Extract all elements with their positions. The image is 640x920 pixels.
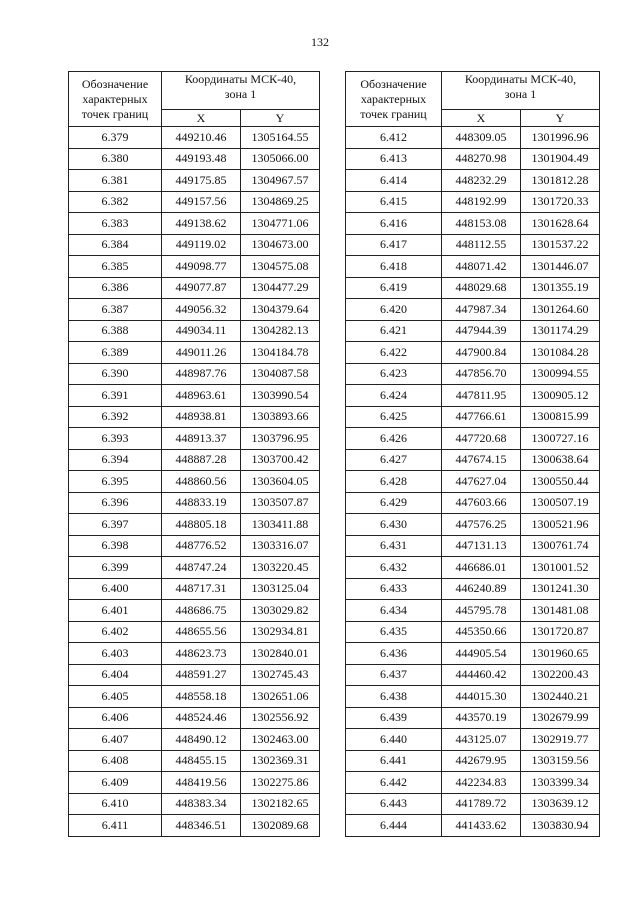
- y-coordinate-cell: 1304771.06: [241, 213, 320, 235]
- coordinates-header-line: Координаты МСК-40,: [464, 72, 577, 86]
- table-row: [69, 148, 320, 170]
- point-name-header-line: характерных: [82, 91, 148, 106]
- coordinates-header: [162, 72, 320, 110]
- point-name-cell: 6.420: [346, 299, 442, 321]
- table-row: [69, 256, 320, 278]
- table-row: [69, 750, 320, 772]
- point-name-header-line: характерных: [360, 91, 427, 106]
- x-coordinate-cell: 448655.56: [162, 621, 241, 643]
- table-row: [346, 277, 600, 299]
- point-name-cell: 6.401: [69, 600, 162, 622]
- x-coordinate-cell: 442679.95: [442, 750, 521, 772]
- table-row: [69, 234, 320, 256]
- table-row: [346, 535, 600, 557]
- point-name-cell: 6.440: [346, 729, 442, 751]
- y-coordinate-cell: 1301812.28: [521, 170, 600, 192]
- y-coordinate-cell: 1305164.55: [241, 127, 320, 149]
- table-row: [346, 492, 600, 514]
- point-name-cell: 6.438: [346, 686, 442, 708]
- table-row: [346, 170, 600, 192]
- point-name-cell: 6.444: [346, 815, 442, 837]
- point-name-cell: 6.415: [346, 191, 442, 213]
- x-coordinate-cell: 448270.98: [442, 148, 521, 170]
- y-header: Y: [241, 110, 320, 127]
- point-name-cell: 6.426: [346, 428, 442, 450]
- y-coordinate-cell: 1300761.74: [521, 535, 600, 557]
- x-coordinate-cell: 445350.66: [442, 621, 521, 643]
- y-coordinate-cell: 1302840.01: [241, 643, 320, 665]
- table-row: [69, 213, 320, 235]
- point-name-cell: 6.383: [69, 213, 162, 235]
- x-coordinate-cell: 446240.89: [442, 578, 521, 600]
- table-row: [69, 707, 320, 729]
- table-row: [346, 299, 600, 321]
- table-row: [69, 170, 320, 192]
- y-coordinate-cell: 1304282.13: [241, 320, 320, 342]
- point-name-header-line: Обозначение: [81, 76, 149, 91]
- point-name-cell: 6.430: [346, 514, 442, 536]
- y-coordinate-cell: 1300905.12: [521, 385, 600, 407]
- table-row: [69, 127, 320, 149]
- table-row: [346, 406, 600, 428]
- y-coordinate-cell: 1305066.00: [241, 148, 320, 170]
- x-coordinate-cell: 448524.46: [162, 707, 241, 729]
- point-name-cell: 6.381: [69, 170, 162, 192]
- x-coordinate-cell: 448717.31: [162, 578, 241, 600]
- x-coordinate-cell: 449056.32: [162, 299, 241, 321]
- point-name-cell: 6.441: [346, 750, 442, 772]
- point-name-cell: 6.431: [346, 535, 442, 557]
- y-coordinate-cell: 1304869.25: [241, 191, 320, 213]
- x-coordinate-cell: 448833.19: [162, 492, 241, 514]
- x-coordinate-cell: 448419.56: [162, 772, 241, 794]
- point-name-cell: 6.405: [69, 686, 162, 708]
- point-name-cell: 6.379: [69, 127, 162, 149]
- y-coordinate-cell: 1300994.55: [521, 363, 600, 385]
- x-coordinate-cell: 449138.62: [162, 213, 241, 235]
- x-coordinate-cell: 441789.72: [442, 793, 521, 815]
- x-coordinate-cell: 447603.66: [442, 492, 521, 514]
- point-name-cell: 6.433: [346, 578, 442, 600]
- point-name-cell: 6.409: [69, 772, 162, 794]
- y-coordinate-cell: 1301446.07: [521, 256, 600, 278]
- table-row: [346, 213, 600, 235]
- y-coordinate-cell: 1303639.12: [521, 793, 600, 815]
- y-coordinate-cell: 1302369.31: [241, 750, 320, 772]
- table-row: [69, 449, 320, 471]
- point-name-cell: 6.429: [346, 492, 442, 514]
- point-name-cell: 6.393: [69, 428, 162, 450]
- y-coordinate-cell: 1301001.52: [521, 557, 600, 579]
- table-row: [346, 385, 600, 407]
- y-coordinate-cell: 1301720.33: [521, 191, 600, 213]
- point-name-cell: 6.404: [69, 664, 162, 686]
- table-row: [346, 363, 600, 385]
- y-coordinate-cell: 1301174.29: [521, 320, 600, 342]
- point-name-cell: 6.437: [346, 664, 442, 686]
- table-row: [69, 557, 320, 579]
- y-coordinate-cell: 1301241.30: [521, 578, 600, 600]
- x-coordinate-cell: 449077.87: [162, 277, 241, 299]
- x-coordinate-cell: 447674.15: [442, 449, 521, 471]
- point-name-cell: 6.380: [69, 148, 162, 170]
- table-row: [346, 686, 600, 708]
- x-coordinate-cell: 448913.37: [162, 428, 241, 450]
- table-row: [346, 191, 600, 213]
- point-name-cell: 6.418: [346, 256, 442, 278]
- y-coordinate-cell: 1304967.57: [241, 170, 320, 192]
- point-name-cell: 6.408: [69, 750, 162, 772]
- point-name-cell: 6.436: [346, 643, 442, 665]
- x-coordinate-cell: 447766.61: [442, 406, 521, 428]
- x-coordinate-cell: 449157.56: [162, 191, 241, 213]
- table-row: [69, 600, 320, 622]
- point-name-cell: 6.392: [69, 406, 162, 428]
- table-row: [69, 772, 320, 794]
- table-row: [69, 578, 320, 600]
- y-coordinate-cell: 1303893.66: [241, 406, 320, 428]
- point-name-header-line: Обозначение: [360, 76, 427, 91]
- x-coordinate-cell: 443125.07: [442, 729, 521, 751]
- table-row: [346, 600, 600, 622]
- x-coordinate-cell: 448887.28: [162, 449, 241, 471]
- x-coordinate-cell: 448309.05: [442, 127, 521, 149]
- x-coordinate-cell: 444460.42: [442, 664, 521, 686]
- point-name-cell: 6.388: [69, 320, 162, 342]
- x-coordinate-cell: 448455.15: [162, 750, 241, 772]
- x-coordinate-cell: 448029.68: [442, 277, 521, 299]
- x-coordinate-cell: 448963.61: [162, 385, 241, 407]
- point-name-cell: 6.410: [69, 793, 162, 815]
- y-coordinate-cell: 1304184.78: [241, 342, 320, 364]
- y-coordinate-cell: 1303125.04: [241, 578, 320, 600]
- table-row: [346, 643, 600, 665]
- x-coordinate-cell: 448490.12: [162, 729, 241, 751]
- point-name-cell: 6.403: [69, 643, 162, 665]
- table-row: [346, 729, 600, 751]
- point-name-cell: 6.395: [69, 471, 162, 493]
- y-coordinate-cell: 1301628.64: [521, 213, 600, 235]
- point-name-cell: 6.434: [346, 600, 442, 622]
- table-row: [346, 342, 600, 364]
- y-coordinate-cell: 1303220.45: [241, 557, 320, 579]
- y-coordinate-cell: 1301720.87: [521, 621, 600, 643]
- x-coordinate-cell: 447811.95: [442, 385, 521, 407]
- y-coordinate-cell: 1300727.16: [521, 428, 600, 450]
- table-row: [69, 471, 320, 493]
- table-row: [69, 342, 320, 364]
- point-name-cell: 6.396: [69, 492, 162, 514]
- point-name-cell: 6.397: [69, 514, 162, 536]
- x-coordinate-cell: 447987.34: [442, 299, 521, 321]
- x-coordinate-cell: 444015.30: [442, 686, 521, 708]
- y-coordinate-cell: 1302275.86: [241, 772, 320, 794]
- table-row: [346, 428, 600, 450]
- point-name-cell: 6.424: [346, 385, 442, 407]
- x-coordinate-cell: 448192.99: [442, 191, 521, 213]
- y-coordinate-cell: 1303604.05: [241, 471, 320, 493]
- y-coordinate-cell: 1300507.19: [521, 492, 600, 514]
- y-coordinate-cell: 1303507.87: [241, 492, 320, 514]
- x-coordinate-cell: 447944.39: [442, 320, 521, 342]
- point-name-cell: 6.390: [69, 363, 162, 385]
- table-row: [69, 514, 320, 536]
- y-coordinate-cell: 1301355.19: [521, 277, 600, 299]
- y-coordinate-cell: 1302556.92: [241, 707, 320, 729]
- y-coordinate-cell: 1304575.08: [241, 256, 320, 278]
- x-coordinate-cell: 448558.18: [162, 686, 241, 708]
- y-coordinate-cell: 1302200.43: [521, 664, 600, 686]
- x-coordinate-cell: 448591.27: [162, 664, 241, 686]
- table-row: [69, 686, 320, 708]
- point-name-cell: 6.423: [346, 363, 442, 385]
- point-name-cell: 6.400: [69, 578, 162, 600]
- point-name-cell: 6.385: [69, 256, 162, 278]
- x-coordinate-cell: 447131.13: [442, 535, 521, 557]
- y-coordinate-cell: 1301264.60: [521, 299, 600, 321]
- y-coordinate-cell: 1302919.77: [521, 729, 600, 751]
- x-coordinate-cell: 448987.76: [162, 363, 241, 385]
- table-row: [346, 707, 600, 729]
- table-body: [346, 127, 600, 837]
- coordinates-table-left: [68, 71, 320, 837]
- y-coordinate-cell: 1303700.42: [241, 449, 320, 471]
- y-coordinate-cell: 1300550.44: [521, 471, 600, 493]
- x-coordinate-cell: 448805.18: [162, 514, 241, 536]
- point-name-cell: 6.399: [69, 557, 162, 579]
- y-coordinate-cell: 1301904.49: [521, 148, 600, 170]
- y-coordinate-cell: 1304477.29: [241, 277, 320, 299]
- point-name-cell: 6.439: [346, 707, 442, 729]
- coordinates-header-line: зона 1: [504, 87, 537, 101]
- x-coordinate-cell: 449175.85: [162, 170, 241, 192]
- point-name-cell: 6.398: [69, 535, 162, 557]
- y-coordinate-cell: 1302463.00: [241, 729, 320, 751]
- point-name-cell: 6.382: [69, 191, 162, 213]
- x-header: X: [442, 110, 521, 127]
- y-coordinate-cell: 1300815.99: [521, 406, 600, 428]
- point-name-cell: 6.394: [69, 449, 162, 471]
- point-name-cell: 6.414: [346, 170, 442, 192]
- x-coordinate-cell: 448747.24: [162, 557, 241, 579]
- x-coordinate-cell: 444905.54: [442, 643, 521, 665]
- y-coordinate-cell: 1303830.94: [521, 815, 600, 837]
- point-name-cell: 6.416: [346, 213, 442, 235]
- x-coordinate-cell: 447627.04: [442, 471, 521, 493]
- point-name-cell: 6.442: [346, 772, 442, 794]
- point-name-cell: 6.412: [346, 127, 442, 149]
- x-coordinate-cell: 449210.46: [162, 127, 241, 149]
- table-row: [69, 492, 320, 514]
- y-coordinate-cell: 1302182.65: [241, 793, 320, 815]
- point-name-cell: 6.402: [69, 621, 162, 643]
- x-coordinate-cell: 448776.52: [162, 535, 241, 557]
- y-coordinate-cell: 1301960.65: [521, 643, 600, 665]
- point-name-cell: 6.417: [346, 234, 442, 256]
- x-coordinate-cell: 447576.25: [442, 514, 521, 536]
- table-row: [69, 320, 320, 342]
- y-coordinate-cell: 1302440.21: [521, 686, 600, 708]
- y-coordinate-cell: 1301537.22: [521, 234, 600, 256]
- table-row: [346, 772, 600, 794]
- y-coordinate-cell: 1304087.58: [241, 363, 320, 385]
- y-coordinate-cell: 1303159.56: [521, 750, 600, 772]
- x-coordinate-cell: 442234.83: [442, 772, 521, 794]
- x-coordinate-cell: 448346.51: [162, 815, 241, 837]
- x-coordinate-cell: 449193.48: [162, 148, 241, 170]
- y-coordinate-cell: 1301084.28: [521, 342, 600, 364]
- table-row: [346, 471, 600, 493]
- y-coordinate-cell: 1304673.00: [241, 234, 320, 256]
- table-row: [346, 621, 600, 643]
- point-name-header-line: точек границ: [81, 106, 149, 121]
- y-coordinate-cell: 1302745.43: [241, 664, 320, 686]
- x-coordinate-cell: 448383.34: [162, 793, 241, 815]
- point-name-cell: 6.386: [69, 277, 162, 299]
- table-row: [69, 299, 320, 321]
- point-name-cell: 6.387: [69, 299, 162, 321]
- table-row: [346, 449, 600, 471]
- table-row: [346, 320, 600, 342]
- x-coordinate-cell: 448860.56: [162, 471, 241, 493]
- x-coordinate-cell: 443570.19: [442, 707, 521, 729]
- x-coordinate-cell: 449098.77: [162, 256, 241, 278]
- table-row: [346, 815, 600, 837]
- table-row: [69, 428, 320, 450]
- point-name-header-line: точек границ: [360, 106, 427, 121]
- table-row: [69, 664, 320, 686]
- table-row: [346, 127, 600, 149]
- point-name-cell: 6.391: [69, 385, 162, 407]
- x-coordinate-cell: 447720.68: [442, 428, 521, 450]
- y-coordinate-cell: 1302651.06: [241, 686, 320, 708]
- point-name-cell: 6.422: [346, 342, 442, 364]
- table-row: [346, 148, 600, 170]
- table-row: [346, 514, 600, 536]
- table-row: [69, 363, 320, 385]
- x-coordinate-cell: 449119.02: [162, 234, 241, 256]
- table-row: [346, 664, 600, 686]
- x-coordinate-cell: 449011.26: [162, 342, 241, 364]
- x-header: X: [162, 110, 241, 127]
- table-row: [69, 191, 320, 213]
- point-name-cell: 6.406: [69, 707, 162, 729]
- y-coordinate-cell: 1300638.64: [521, 449, 600, 471]
- x-coordinate-cell: 447856.70: [442, 363, 521, 385]
- point-name-cell: 6.427: [346, 449, 442, 471]
- x-coordinate-cell: 448938.81: [162, 406, 241, 428]
- point-name-cell: 6.384: [69, 234, 162, 256]
- y-coordinate-cell: 1303029.82: [241, 600, 320, 622]
- y-coordinate-cell: 1301481.08: [521, 600, 600, 622]
- x-coordinate-cell: 448623.73: [162, 643, 241, 665]
- y-coordinate-cell: 1303316.07: [241, 535, 320, 557]
- y-coordinate-cell: 1303411.88: [241, 514, 320, 536]
- point-name-cell: 6.413: [346, 148, 442, 170]
- y-coordinate-cell: 1301996.96: [521, 127, 600, 149]
- y-coordinate-cell: 1302934.81: [241, 621, 320, 643]
- table-row: [346, 234, 600, 256]
- table-row: [346, 557, 600, 579]
- table-row: [346, 793, 600, 815]
- table-body: [69, 127, 320, 837]
- table-row: [69, 643, 320, 665]
- y-coordinate-cell: 1300521.96: [521, 514, 600, 536]
- y-coordinate-cell: 1303399.34: [521, 772, 600, 794]
- x-coordinate-cell: 448112.55: [442, 234, 521, 256]
- point-name-cell: 6.411: [69, 815, 162, 837]
- point-name-header: [69, 72, 162, 127]
- x-coordinate-cell: 446686.01: [442, 557, 521, 579]
- point-name-header: [346, 72, 442, 127]
- point-name-cell: 6.443: [346, 793, 442, 815]
- table-row: [346, 256, 600, 278]
- x-coordinate-cell: 448071.42: [442, 256, 521, 278]
- point-name-cell: 6.421: [346, 320, 442, 342]
- x-coordinate-cell: 448686.75: [162, 600, 241, 622]
- page-number: 132: [311, 35, 329, 49]
- table-row: [69, 621, 320, 643]
- coordinates-table-right: [345, 71, 600, 837]
- table-row: [69, 815, 320, 837]
- point-name-cell: 6.432: [346, 557, 442, 579]
- x-coordinate-cell: 448232.29: [442, 170, 521, 192]
- point-name-cell: 6.407: [69, 729, 162, 751]
- table-row: [69, 406, 320, 428]
- point-name-cell: 6.425: [346, 406, 442, 428]
- coordinates-header: [442, 72, 600, 110]
- y-header: Y: [521, 110, 600, 127]
- x-coordinate-cell: 441433.62: [442, 815, 521, 837]
- y-coordinate-cell: 1302679.99: [521, 707, 600, 729]
- x-coordinate-cell: 447900.84: [442, 342, 521, 364]
- x-coordinate-cell: 449034.11: [162, 320, 241, 342]
- coordinates-header-line: Координаты МСК-40,: [184, 72, 297, 86]
- point-name-cell: 6.389: [69, 342, 162, 364]
- x-coordinate-cell: 445795.78: [442, 600, 521, 622]
- table-row: [346, 578, 600, 600]
- table-row: [69, 793, 320, 815]
- coordinates-header-line: зона 1: [224, 87, 257, 101]
- point-name-cell: 6.428: [346, 471, 442, 493]
- table-row: [69, 729, 320, 751]
- table-row: [69, 277, 320, 299]
- point-name-cell: 6.435: [346, 621, 442, 643]
- table-row: [69, 385, 320, 407]
- table-row: [69, 535, 320, 557]
- table-row: [346, 750, 600, 772]
- y-coordinate-cell: 1303990.54: [241, 385, 320, 407]
- y-coordinate-cell: 1302089.68: [241, 815, 320, 837]
- point-name-cell: 6.419: [346, 277, 442, 299]
- y-coordinate-cell: 1303796.95: [241, 428, 320, 450]
- x-coordinate-cell: 448153.08: [442, 213, 521, 235]
- y-coordinate-cell: 1304379.64: [241, 299, 320, 321]
